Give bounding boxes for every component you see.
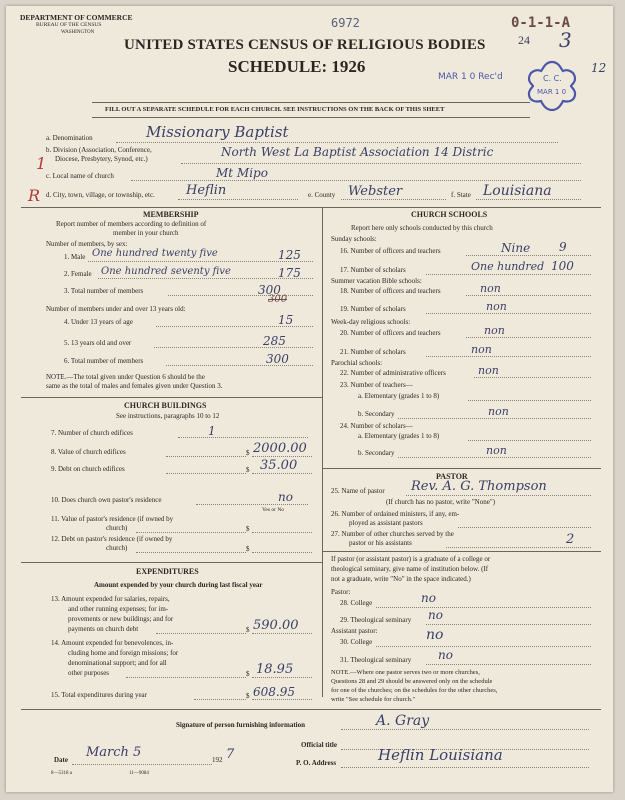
q27-value: 2 (566, 532, 575, 547)
q24b-value: non (486, 444, 507, 457)
membership-title: MEMBERSHIP (143, 210, 199, 219)
q13-value: 590.00 (253, 618, 299, 633)
pastor-note-2: Questions 28 and 29 should be answered only on the schedule (331, 678, 493, 685)
state-label: f. State (451, 191, 471, 199)
q24-label: 24. Number of scholars— (340, 422, 413, 430)
q5-over13-label: 5. 13 years old and over (64, 339, 132, 347)
date-value: March 5 (86, 745, 142, 760)
division-value: North West La Baptist Association 14 Distric (221, 145, 494, 159)
q15-dollar: $ (246, 692, 250, 700)
membership-note-2: same as the total of males and females given under Question 3. (46, 382, 223, 390)
division-label-2: Diocese, Presbytery, Synod, etc.) (55, 155, 148, 163)
q8-dollar: $ (246, 449, 250, 457)
pastor-title: PASTOR (436, 472, 468, 481)
q23b-value: non (488, 405, 509, 418)
q25-note: (If church has no pastor, write "None") (386, 498, 496, 506)
graduate-note-2: theological seminary, give name of institution below. (If (331, 565, 489, 573)
q8-value: 2000.00 (253, 441, 307, 456)
q4-under13-label: 4. Under 13 years of age (64, 318, 133, 326)
q16-words: Nine (501, 241, 531, 255)
q23b-label: b. Secondary (358, 410, 395, 418)
footer-rule (21, 709, 601, 710)
q25-label: 25. Name of pastor (331, 487, 385, 495)
q14-line-2: cluding home and foreign missions; for (68, 649, 179, 657)
q9-dollar: $ (246, 466, 250, 474)
buildings-sub: See instructions, paragraphs 10 to 12 (116, 412, 220, 420)
q19-label: 19. Number of scholars (340, 305, 406, 313)
q10-label: 10. Does church own pastor's residence (51, 496, 162, 504)
year-handwritten: 7 (226, 747, 235, 762)
graduate-note-1: If pastor (or assistant pastor) is a graduate of a college or (331, 555, 491, 563)
q2-female-number: 175 (278, 266, 301, 280)
q3-total-label: 3. Total number of members (64, 287, 144, 295)
cc-stamp-date: MAR 1 0 (537, 88, 567, 96)
q29-label: 29. Theological seminary (340, 616, 412, 624)
q20-label: 20. Number of officers and teachers (340, 329, 441, 337)
membership-sub-1: Report number of members according to definition of (56, 220, 207, 228)
buildings-rule (21, 562, 322, 563)
q24a-label: a. Elementary (grades 1 to 8) (358, 432, 440, 440)
q31-label: 31. Theological seminary (340, 656, 412, 664)
pastor-note-4: write "See schedule for church." (331, 696, 416, 703)
cc-stamp-text: C. C. (543, 74, 562, 83)
parochial-schools-label: Parochial schools: (331, 359, 383, 367)
classification-code: 0-1-1-A (511, 15, 571, 31)
q1-male-words: One hundred twenty five (92, 248, 218, 259)
q12-dollar: $ (246, 545, 250, 553)
q14-line-1: 14. Amount expended for benevolences, in- (51, 639, 174, 647)
q21-label: 21. Number of scholars (340, 348, 406, 356)
schools-title: CHURCH SCHOOLS (411, 210, 488, 219)
local-name-label: c. Local name of church (46, 172, 114, 180)
q23a-label: a. Elementary (grades 1 to 8) (358, 392, 440, 400)
signature-label: Signature of person furnishing information (176, 721, 305, 729)
q1-male-number: 125 (278, 248, 301, 262)
members-by-sex-label: Number of members, by sex: (46, 240, 128, 248)
schools-rule (322, 468, 601, 469)
q3-total-number: 300 (258, 283, 281, 297)
q3-total-number-struck: 300 (268, 294, 288, 305)
q12-label-1: 12. Debt on pastor's residence (if owned by (51, 535, 173, 543)
pastor-note-1: NOTE.—Where one pastor serves two or more churches, (331, 669, 480, 676)
q30-value: no (426, 627, 444, 643)
q25-value: Rev. A. G. Thompson (411, 479, 547, 494)
q18-value: non (480, 282, 501, 295)
form-number: 6972 (331, 16, 360, 30)
q4-under13-number: 15 (278, 313, 294, 327)
q17-number: 100 (551, 259, 574, 273)
q14-line-4: other purposes (68, 669, 110, 677)
q17-label: 17. Number of scholars (340, 266, 406, 274)
year-printed: 192 (212, 756, 223, 764)
print-code-1: 8—5318 a (51, 771, 72, 776)
q13-line-1: 13. Amount expended for salaries, repairs, (51, 595, 170, 603)
q7-label: 7. Number of church edifices (51, 429, 133, 437)
q26-label-2: ployed as assistant pastors (349, 519, 423, 527)
margin-mark-1: 1 (36, 154, 47, 173)
q18-label: 18. Number of officers and teachers (340, 287, 441, 295)
q9-label: 9. Debt on church edifices (51, 465, 125, 473)
q27-label-2: pastor or his assistants (349, 539, 412, 547)
local-name-value: Mt Mipo (216, 166, 268, 180)
city-town-value: Heflin (186, 183, 227, 198)
section-rule (21, 207, 601, 208)
summer-schools-label: Summer vacation Bible schools: (331, 277, 422, 285)
q14-line-3: denominational support; and for all (68, 659, 167, 667)
instruction-line: FILL OUT A SEPARATE SCHEDULE FOR EACH CHURCH. SEE INSTRUCTIONS ON THE BACK OF THIS SHEET (105, 106, 445, 113)
q26-label-1: 26. Number of ordained ministers, if any, em- (331, 510, 460, 518)
pastor-rule (322, 551, 601, 552)
q2-female-words: One hundred seventy five (101, 266, 231, 277)
q16-number: 9 (559, 240, 567, 254)
q24b-label: b. Secondary (358, 449, 395, 457)
denomination-label: a. Denomination (46, 134, 93, 142)
po-address-label: P. O. Address (296, 759, 337, 767)
q5-over13-number: 285 (263, 334, 286, 348)
q11-dollar: $ (246, 525, 250, 533)
q2-female-label: 2. Female (64, 270, 92, 278)
q6-total-label: 6. Total number of members (64, 357, 144, 365)
q11-label-2: church) (106, 524, 128, 532)
q22-value: non (478, 364, 499, 377)
classification-number: 3 (559, 28, 572, 52)
weekday-schools-label: Week-day religious schools: (331, 318, 411, 326)
q31-value: no (438, 648, 453, 662)
city-label: WASHINGTON (61, 30, 95, 35)
cc-stamp (523, 57, 581, 115)
po-address-value: Heflin Louisiana (378, 746, 503, 764)
pastor-header: Pastor: (331, 588, 351, 596)
denomination-value: Missionary Baptist (146, 123, 289, 141)
q28-value: no (421, 591, 436, 605)
sunday-schools-label: Sunday schools: (331, 235, 377, 243)
city-town-label: d. City, town, village, or township, etc. (46, 191, 155, 199)
assistant-pastor-header: Assistant pastor: (331, 627, 378, 635)
signature-value: A. Gray (376, 713, 430, 729)
q28-label: 28. College (340, 599, 373, 607)
print-code-2: 11—9084 (129, 771, 149, 776)
q1-male-label: 1. Male (64, 253, 86, 261)
q13-line-3: provements or new buildings; and for (68, 615, 174, 623)
column-divider (322, 207, 323, 697)
q19-value: non (486, 300, 507, 313)
state-value: Louisiana (483, 183, 552, 199)
q13-dollar: $ (246, 626, 250, 634)
q15-value: 608.95 (253, 685, 295, 699)
county-value: Webster (348, 184, 403, 199)
q17-words: One hundred (471, 260, 545, 273)
date-label: Date (54, 756, 68, 764)
schools-sub: Report here only schools conducted by this church (351, 224, 493, 232)
form-title: UNITED STATES CENSUS OF RELIGIOUS BODIES (124, 37, 486, 53)
buildings-title: CHURCH BUILDINGS (124, 401, 207, 410)
q10-value: no (278, 490, 293, 504)
q13-line-2: and other running expenses; for im- (68, 605, 169, 613)
flower-stamp-icon (523, 57, 581, 115)
corner-number: 12 (591, 61, 607, 75)
department-label: DEPARTMENT OF COMMERCE (20, 13, 133, 22)
q15-label: 15. Total expenditures during year (51, 691, 147, 699)
q21-value: non (471, 343, 492, 356)
age-header: Number of members under and over 13 years old: (46, 305, 186, 313)
county-label: e. County (308, 191, 336, 199)
q9-value: 35.00 (260, 458, 298, 473)
q30-label: 30. College (340, 638, 373, 646)
schedule-title: SCHEDULE: 1926 (228, 57, 366, 76)
q13-line-4: payments on church debt (68, 625, 139, 633)
instruction-rule-bottom (92, 117, 530, 118)
division-label-1: b. Division (Association, Conference, (46, 146, 152, 154)
q23-label: 23. Number of teachers— (340, 381, 413, 389)
membership-note-1: NOTE.—The total given under Question 6 should be the (46, 373, 205, 381)
official-title-label: Official title (301, 741, 337, 749)
membership-rule (21, 397, 322, 398)
census-schedule-page (6, 6, 613, 792)
q7-value: 1 (208, 424, 216, 438)
q8-label: 8. Value of church edifices (51, 448, 126, 456)
classification-sub: 24 (518, 33, 530, 47)
yes-no-hint: Yes or No (262, 507, 285, 513)
q6-total-number: 300 (266, 352, 289, 366)
q27-label-1: 27. Number of other churches served by the (331, 530, 454, 538)
instruction-rule-top (92, 102, 530, 103)
q29-value: no (428, 608, 443, 622)
received-stamp: MAR 1 0 Rec'd (438, 72, 503, 82)
bureau-label: BUREAU OF THE CENSUS (36, 22, 102, 28)
q11-label-1: 11. Value of pastor's residence (if owned by (51, 515, 174, 523)
graduate-note-3: not a graduate, write "No" in the space indicated.) (331, 575, 471, 583)
q12-label-2: church) (106, 544, 128, 552)
q14-dollar: $ (246, 670, 250, 678)
margin-mark-r: R (28, 186, 41, 205)
q22-label: 22. Number of administrative officers (340, 369, 446, 377)
expenditures-title: EXPENDITURES (136, 567, 199, 576)
q20-value: non (484, 324, 505, 337)
membership-sub-2: member in your church (113, 229, 179, 237)
expenditures-sub: Amount expended by your church during last fiscal year (94, 581, 263, 589)
pastor-note-3: for one of the churches; on the schedules for the other churches, (331, 687, 498, 694)
q14-value: 18.95 (256, 662, 294, 677)
q16-label: 16. Number of officers and teachers (340, 247, 441, 255)
